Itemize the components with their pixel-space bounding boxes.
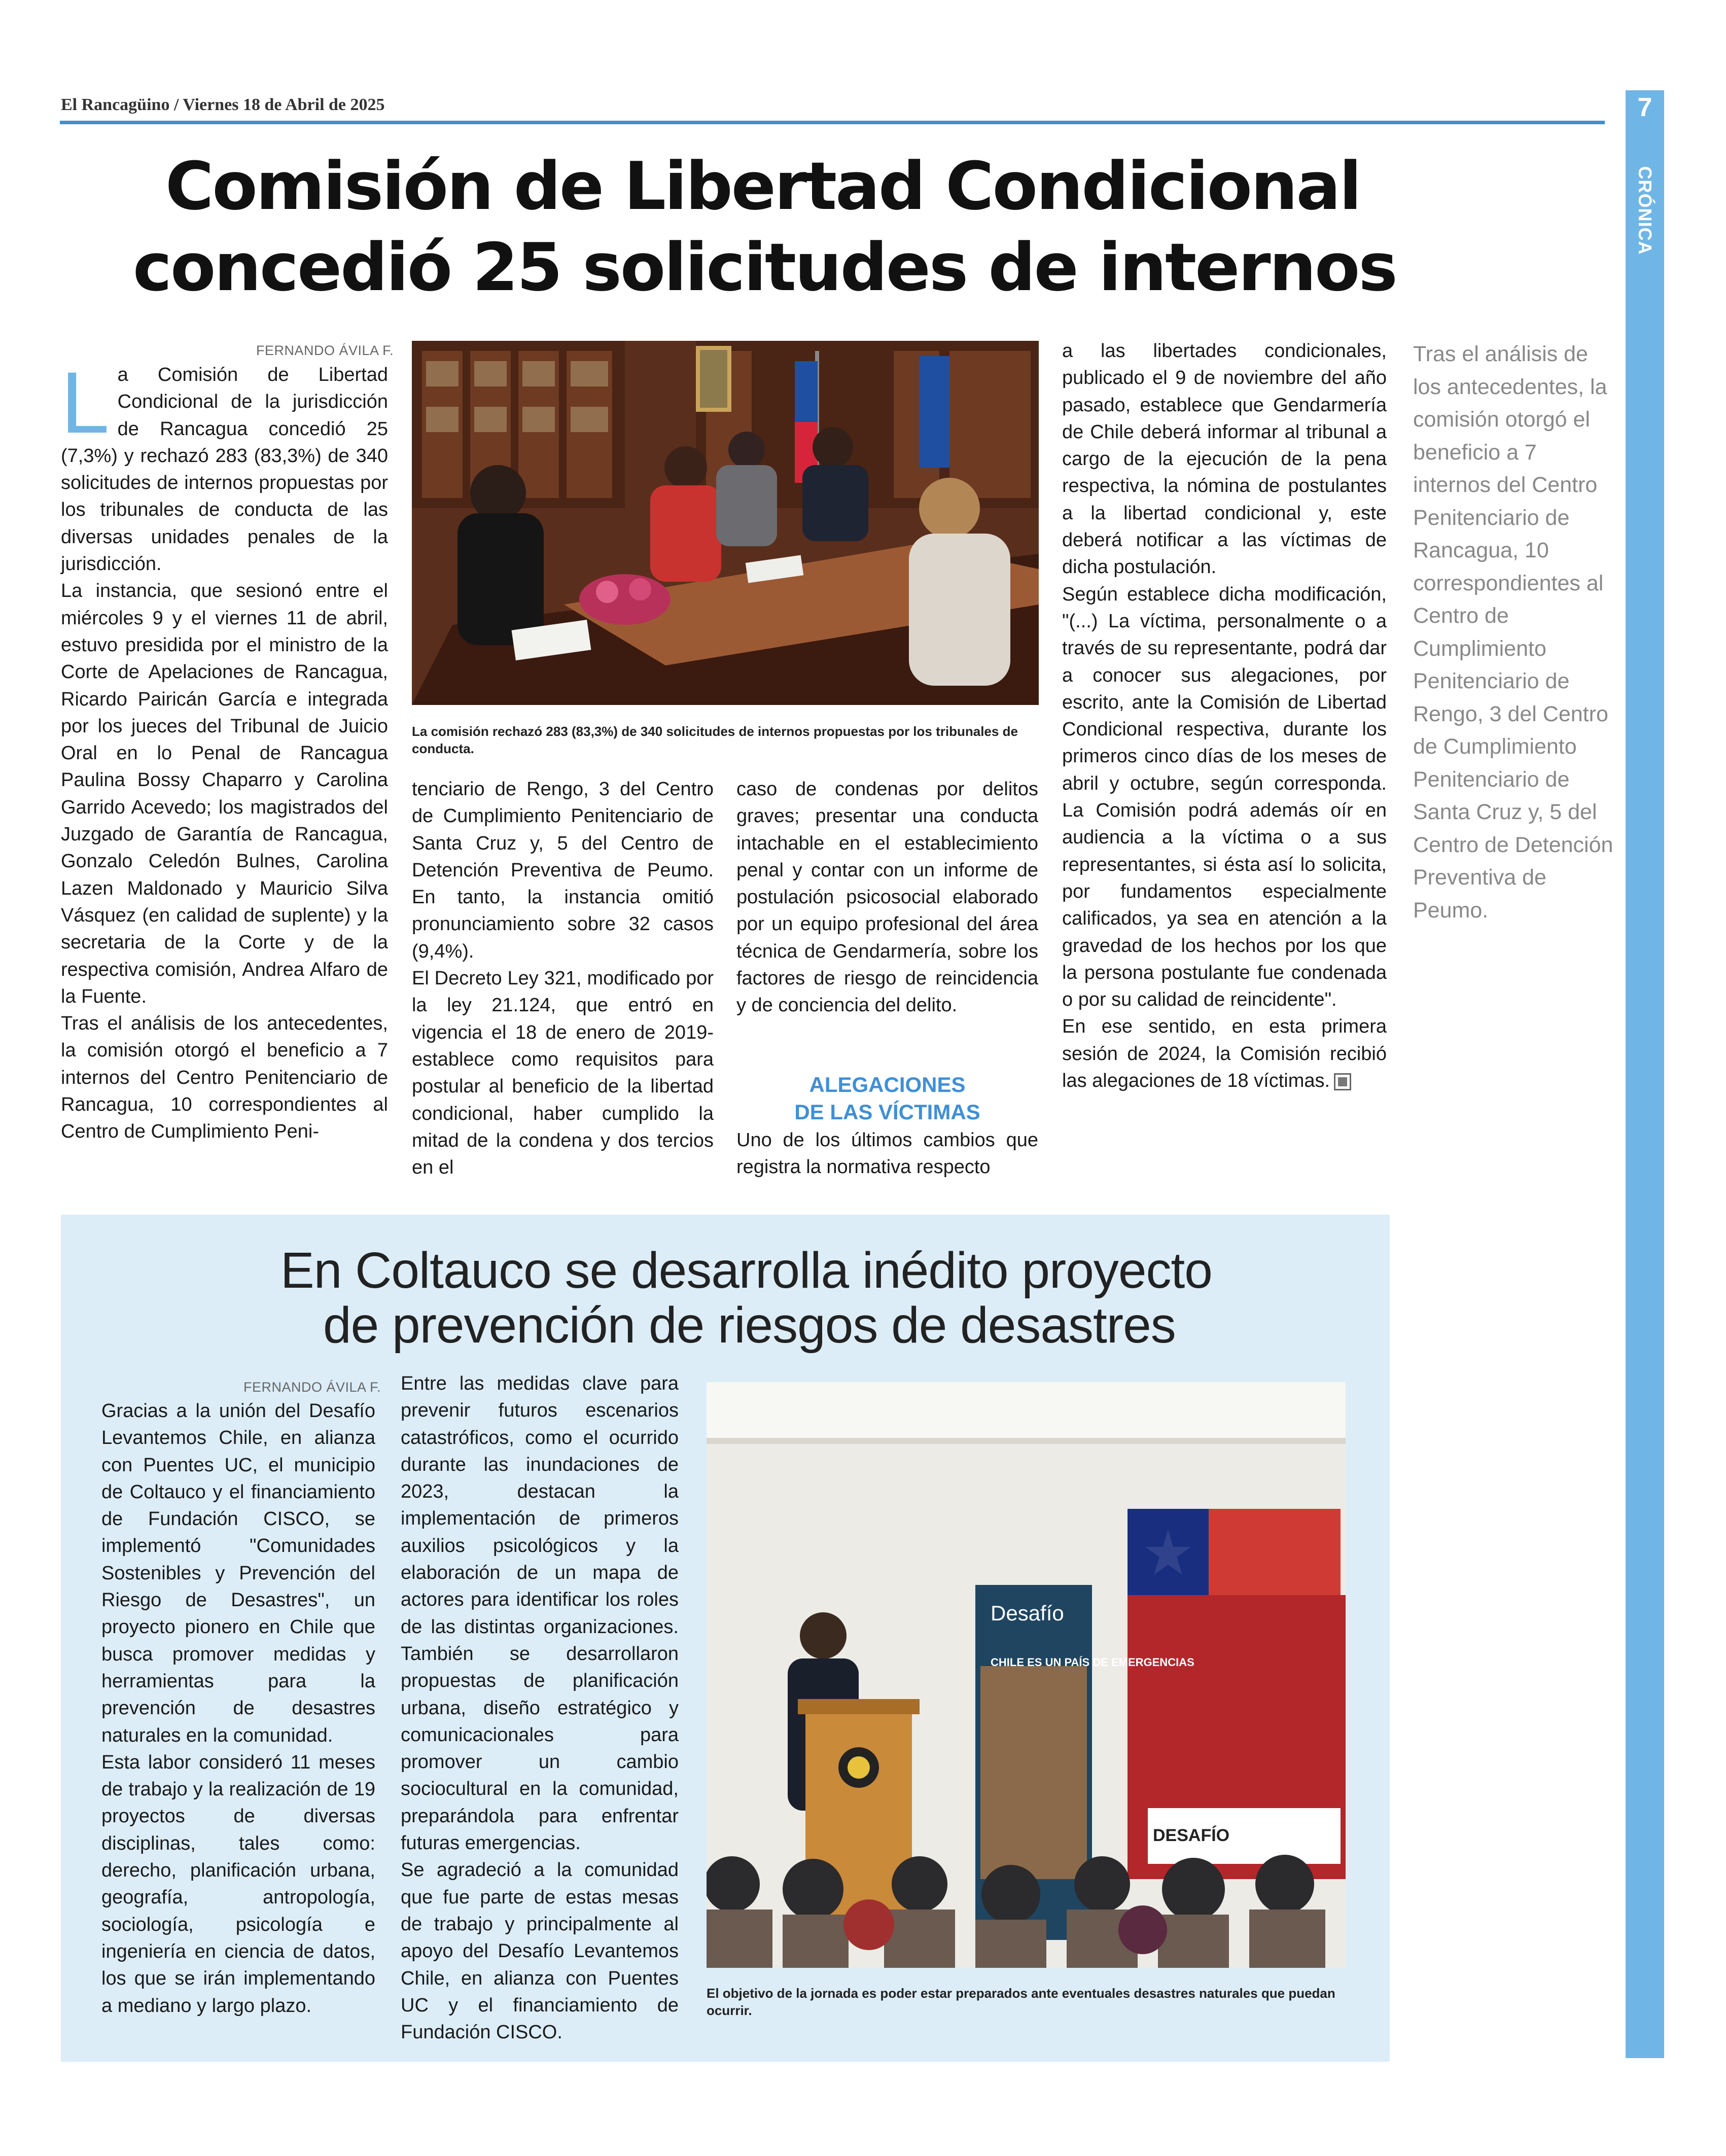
drop-cap: L — [61, 354, 110, 451]
article2-paragraph-4: Se agradeció a la comunidad que fue parte de estas mesas de trabajo y principalmente al apoyo del Desafío Levantemos Chile, en alianza con Puentes UC y el financiamiento de Fundación CISCO. — [401, 1859, 679, 2043]
article1-column-4 — [1062, 338, 1387, 1094]
article2-column-2 — [401, 1370, 679, 2046]
section-label — [1627, 152, 1663, 269]
article2-photo-caption: El objetivo de la jornada es poder estar preparados ante eventuales desastres naturales que puedan ocurrir. — [707, 1986, 1335, 2018]
article1-paragraph-2: La instancia, que sesionó entre el miércoles 9 y el viernes 11 de abril, estuvo presidida por el ministro de la Corte de Apelaciones de Rancagua, Ricardo Pairicán García e integrada por los jueces del Tribunal de Juicio Oral en lo Penal de Rancagua Paulina Bossy Chaparro y Carolina Garrido Acevedo; los magistrados del Juzgado de Garantía de Rancagua, Gonzalo Celedón Bulnes, Carolina Lazen Maldonado y Mauricio Silva Vásquez (en calidad de suplente) y la secretaria de la Corte y de la respectiva comisión, Andrea Alfaro de la Fuente. — [61, 580, 388, 1007]
section-label-text: CRÓNICA — [1635, 166, 1655, 255]
article1-paragraph-1 — [61, 354, 388, 578]
article2-column-1 — [101, 1398, 375, 2020]
article1-column-3-after-subhead — [736, 1127, 1038, 1181]
article1-paragraph-4-cont: caso de condenas por delitos graves; presentar una conducta intachable en el establecimiento penal y contar con un informe de postulación psicosocial elaborado por un equipo profesional del área técnica de Gendarmería, sobre los factores de riesgo de reincidencia y de conciencia del delito. — [736, 779, 1038, 1016]
subheading-line2: DE LAS VÍCTIMAS — [794, 1100, 980, 1124]
article1-paragraph-3: Tras el análisis de los antecedentes, la comisión otorgó el beneficio a 7 internos del Centro Penitenciario de Rancagua, 10 correspondientes al Centro de Cumplimiento Peni- — [61, 1013, 388, 1143]
article2-paragraph-2: Esta labor consideró 11 meses de trabajo y la realización de 19 proyectos de diversas disciplinas, tales como: derecho, planificación urbana, geografía, antropología, sociología, psicología e ingeniería en ciencia de datos, los que se irán implementando a mediano y largo plazo. — [101, 1751, 375, 2017]
article1-column-3 — [736, 776, 1038, 1019]
header-separator: / — [173, 95, 179, 114]
commission-meeting-photo — [412, 341, 1039, 705]
article1-title-line2: concedió 25 solicitudes de internos — [133, 229, 1396, 306]
banner-brand-text: Desafío — [991, 1601, 1064, 1625]
article2-paragraph-1: Gracias a la unión del Desafío Levantemos Chile, en alianza con Puentes UC, el municipio de Coltauco y el financiamiento de Fundación CISCO, se implementó "Comunidades Sostenibles y Prevención del Riesgo de Desastres", un proyecto pionero en Chile que busca promover medidas y herramientas para la prevención de desastres naturales en la comunidad. — [101, 1400, 375, 1746]
article2-paragraph-3: Entre las medidas clave para prevenir futuros escenarios catastróficos, como el ocurrido durante las inundaciones de 2023, destacan la implementación de primeros auxilios psicológicos y la elaboración de un mapa de actores para identificar los roles de las distintas organizaciones. También se desarrollaron propuestas de planificación urbana, diseño estratégico y comunicacionales para promover un cambio sociocultural en la comunidad, preparándola para enfrentar futuras emergencias. — [401, 1373, 679, 1854]
article2-byline: FERNANDO ÁVILA F. — [243, 1380, 381, 1395]
article1-subheading — [736, 1071, 1038, 1126]
article1-paragraph-5-cont: a las libertades condicionales, publicado el 9 de noviembre del año pasado, establece que Gendarmería de Chile deberá informar al tribunal a cargo de la ejecución de la pena respectiva, la nómina de postulantes a la libertad condicional y, este deberá notificar a las víctimas de dicha postulación. — [1062, 340, 1387, 578]
article1-paragraph-4: El Decreto Ley 321, modificado por la ley 21.124, que entró en vigencia el 18 de enero de 2019- establece como requisitos para postular al beneficio de la libertad condicional, haber cumplido la mitad de la condena y dos tercios en el — [412, 968, 714, 1179]
banner-slogan-text: CHILE ES UN PAÍS DE EMERGENCIAS — [991, 1656, 1194, 1669]
page-number: 7 — [1637, 93, 1652, 122]
article2-title-line1: En Coltauco se desarrolla inédito proyecto — [280, 1242, 1212, 1299]
article2-photo — [707, 1382, 1346, 1968]
subheading-line1: ALEGACIONES — [809, 1073, 966, 1097]
article1-p7-text: En ese sentido, en esta primera sesión de 2024, la Comisión recibió las alegaciones de 18 víctimas. — [1062, 1016, 1387, 1092]
article1-photo-caption: La comisión rechazó 283 (83,3%) de 340 solicitudes de internos propuestas por los tribunales de conducta. — [412, 724, 1018, 756]
publication-name: El Rancagüino — [61, 95, 170, 114]
article1-column-2 — [412, 776, 714, 1181]
article1-photo — [412, 341, 1039, 705]
article-end-icon — [1334, 1073, 1351, 1090]
article1-p1-text: a Comisión de Libertad Condicional de la jurisdicción de Rancagua concedió 25 (7,3%) y rechazó 283 (83,3%) de 340 solicitudes de internos propuestas por los tribunales de conducta de las diversas unidades penales de la jurisdicción. — [61, 364, 388, 575]
article1-paragraph-7 — [1062, 1013, 1387, 1094]
article1-title-line1: Comisión de Libertad Condicional — [165, 148, 1360, 225]
header-publication-date — [61, 95, 385, 115]
article1-byline: FERNANDO ÁVILA F. — [256, 343, 394, 358]
section-sidebar — [1626, 90, 1664, 2058]
article2-title-line2: de prevención de riesgos de desastres — [323, 1297, 1176, 1354]
header-rule — [60, 121, 1605, 124]
article1-paragraph-6: Según establece dicha modificación, "(...) La víctima, personalmente o a través de su representante, podrá dar a conocer sus alegaciones, por escrito, ante la Comisión de Libertad Condicional respectiva, durante los primeros cinco días de los meses de abril y octubre, según corresponda. La Comisión podrá además oír en audiencia a la víctima o a sus representantes, si ésta así lo solicita, por fundamentos especialmente calificados, ya sea en atención a la gravedad de los hechos por los que la persona postulante fue condenada o por su calidad de reincidente". — [1062, 583, 1387, 1011]
article1-paragraph-5: Uno de los últimos cambios que registra la normativa respecto — [736, 1129, 1038, 1178]
article1-pullquote: Tras el análisis de los antecedentes, la comisión otorgó el beneficio a 7 internos del Centro Penitenciario de Rancagua, 10 correspondientes al Centro de Cumplimiento Penitenciario de Rengo, 3 del Centro de Cumplimiento Penitenciario de Santa Cruz y, 5 del Centro de Detención Preventiva de Peumo. — [1413, 342, 1613, 923]
article1-column-1 — [61, 354, 388, 1146]
article1-paragraph-3-cont: tenciario de Rengo, 3 del Centro de Cumplimiento Penitenciario de Santa Cruz y, 5 del Centro de Detención Preventiva de Peumo. En tanto, la instancia omitió pronunciamiento sobre 32 casos (9,4%). — [412, 779, 714, 962]
issue-date: Viernes 18 de Abril de 2025 — [183, 95, 385, 114]
coltauco-event-photo — [707, 1382, 1346, 1968]
backdrop-text: DESAFÍO — [1153, 1826, 1230, 1845]
